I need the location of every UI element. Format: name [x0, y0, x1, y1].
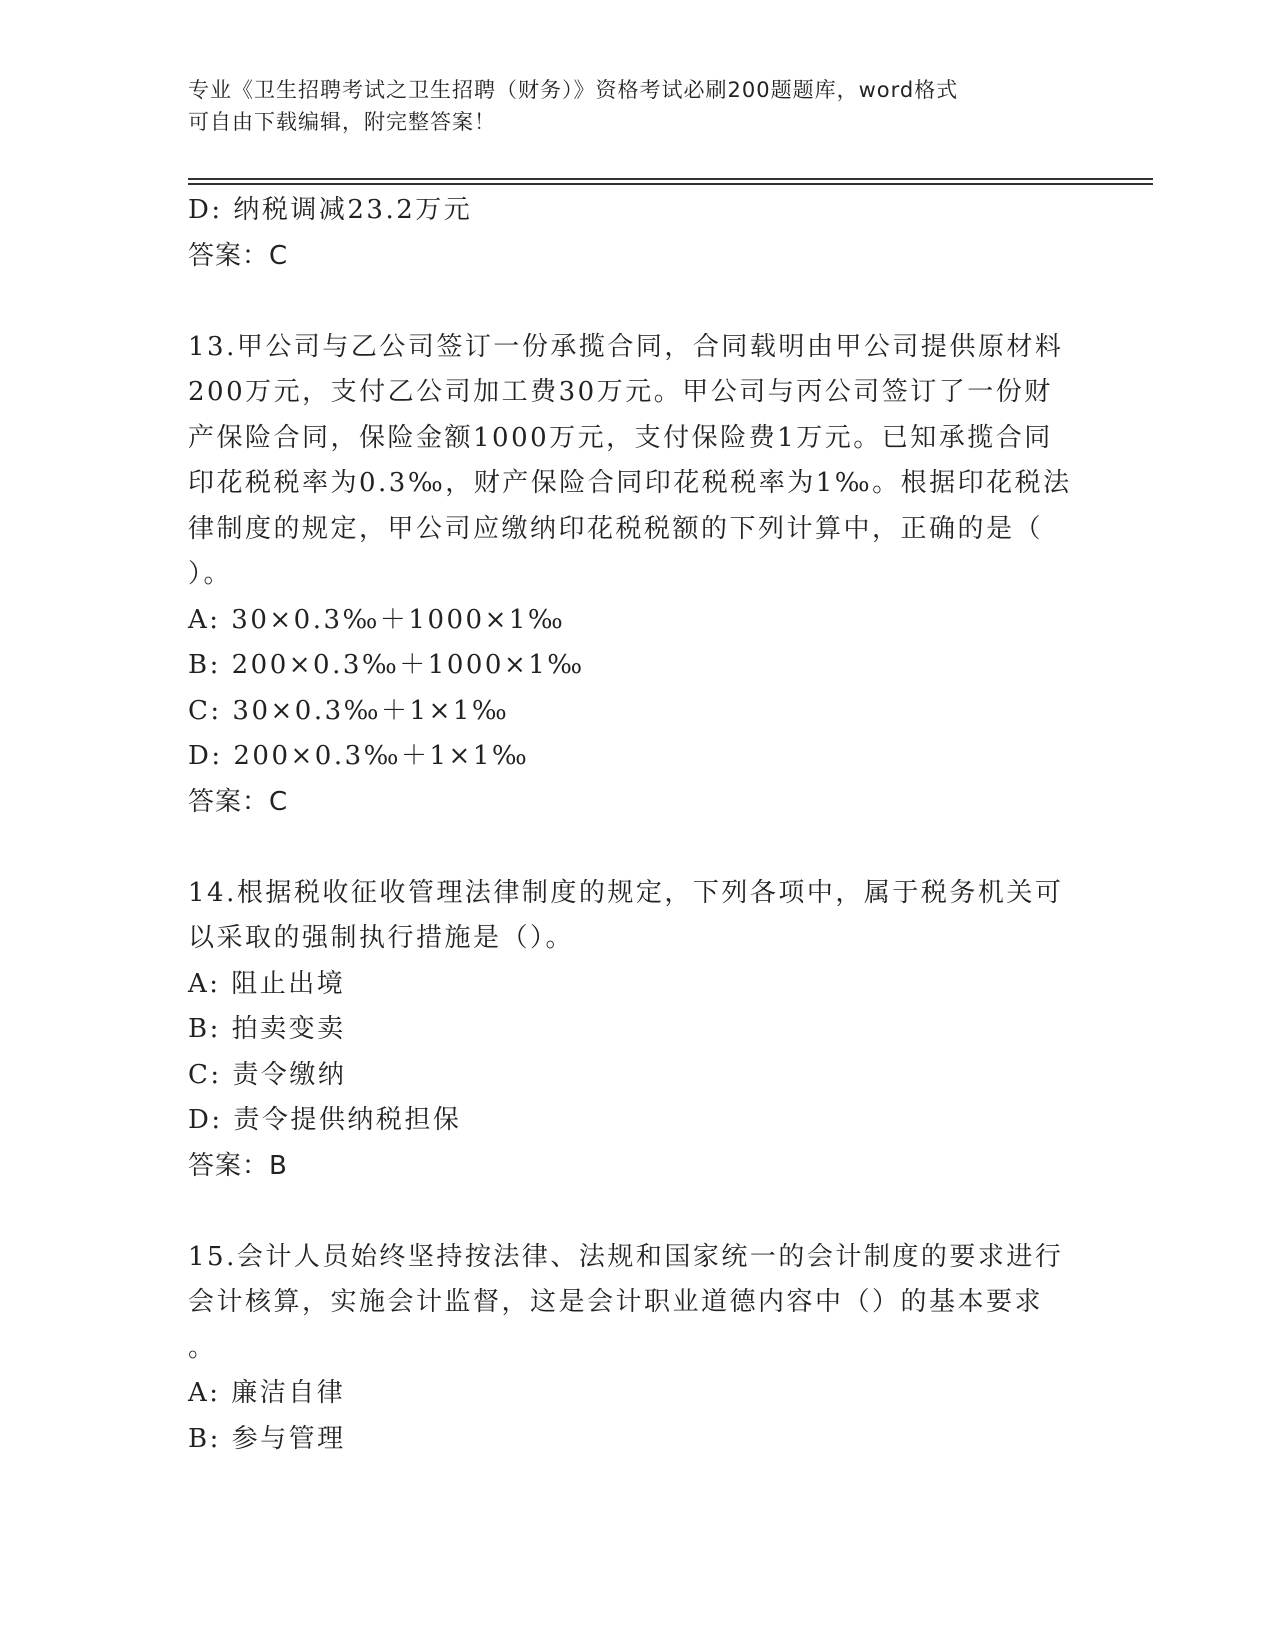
question-14-option-b: B: 拍卖变卖 [188, 1014, 346, 1044]
document-header [188, 74, 1068, 138]
question-14-option-c: C: 责令缴纳 [188, 1059, 347, 1090]
spacer [188, 825, 1088, 871]
question-13 [188, 325, 1088, 826]
question-15-option-a: A: 廉洁自律 [188, 1378, 346, 1408]
question-14-option-d: D: 责令提供纳税担保 [188, 1105, 462, 1135]
question-15-line-3: 。 [188, 1332, 217, 1363]
question-14-answer: 答案：B [188, 1150, 288, 1181]
spacer [188, 279, 1088, 325]
question-13-option-d: D: 200×0.3‰＋1×1‰ [188, 741, 530, 771]
header-line-2: 可自由下载编辑，附完整答案！ [188, 110, 496, 134]
question-13-option-a: A: 30×0.3‰＋1000×1‰ [188, 604, 566, 635]
header-divider-top [188, 178, 1153, 180]
question-13-line-2: 200万元，支付乙公司加工费30万元。甲公司与丙公司签订了一份财 [188, 377, 1053, 407]
question-13-answer: 答案：C [188, 786, 289, 817]
question-13-line-4: 印花税税率为0.3‰，财产保险合同印花税税率为1‰。根据印花税法 [188, 468, 1072, 498]
header-divider-bottom [188, 183, 1153, 185]
header-line-1: 专业《卫生招聘考试之卫生招聘（财务）》资格考试必刷200题题库，word格式 [188, 78, 959, 102]
question-15-line-1: 15.会计人员始终坚持按法律、法规和国家统一的会计制度的要求进行 [188, 1241, 1064, 1272]
question-14-option-a: A: 阻止出境 [188, 968, 346, 999]
question-13-line-5: 律制度的规定，甲公司应缴纳印花税税额的下列计算中，正确的是（ [188, 513, 1044, 544]
prev-answer: 答案：C [188, 240, 289, 271]
question-15-option-b: B: 参与管理 [188, 1423, 346, 1454]
question-content [188, 188, 1088, 1462]
question-13-line-1: 13.甲公司与乙公司签订一份承揽合同，合同载明由甲公司提供原材料 [188, 331, 1064, 362]
prev-option-d: D: 纳税调减23.2万元 [188, 195, 473, 225]
spacer [188, 1189, 1088, 1235]
question-13-line-6: ）。 [188, 559, 233, 589]
question-13-option-b: B: 200×0.3‰＋1000×1‰ [188, 650, 585, 680]
question-13-line-3: 产保险合同，保险金额1000万元，支付保险费1万元。已知承揽合同 [188, 422, 1053, 453]
question-14-line-2: 以采取的强制执行措施是（）。 [188, 923, 575, 953]
question-14 [188, 871, 1088, 1190]
question-14-line-1: 14.根据税收征收管理法律制度的规定，下列各项中，属于税务机关可 [188, 877, 1064, 908]
question-15-line-2: 会计核算，实施会计监督，这是会计职业道德内容中（）的基本要求 [188, 1287, 1044, 1317]
question-15 [188, 1235, 1088, 1463]
question-13-option-c: C: 30×0.3‰＋1×1‰ [188, 695, 510, 726]
